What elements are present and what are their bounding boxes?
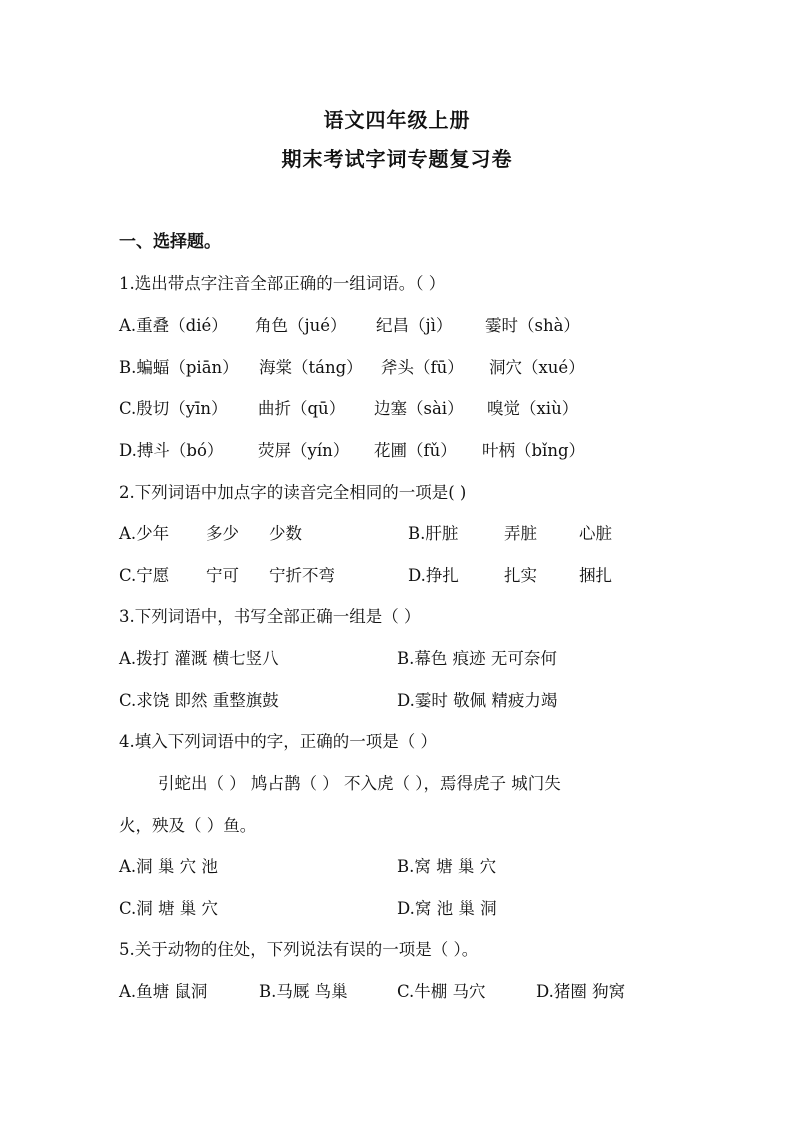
- option-item: 海棠（táng）: [259, 358, 363, 377]
- option-item: C.殷切（yīn）: [119, 399, 228, 418]
- option-item: 叶柄（bǐng）: [482, 441, 586, 460]
- option-item: D.窝 池 巢 洞: [397, 899, 497, 918]
- option-item: B.幕色 痕迹 无可奈何: [397, 649, 557, 668]
- option-item: 弄脏: [504, 524, 537, 543]
- option-item: 荧屏（yín）: [258, 441, 350, 460]
- option-item: C.牛棚 马穴: [397, 982, 486, 1001]
- option-item: 嗅觉（xiù）: [487, 399, 579, 418]
- question-4-text-line-1: 引蛇出（ ） 鸠占鹊（ ） 不入虎（ ），焉得虎子 城门失: [158, 774, 561, 793]
- option-item: 宁可: [206, 566, 239, 585]
- question-2-stem: 2.下列词语中加点字的读音完全相同的一项是( ): [119, 483, 467, 502]
- option-item: A.拨打 灌溉 横七竖八: [119, 649, 279, 668]
- option-item: 角色（jué）: [255, 316, 347, 335]
- option-item: B.蝙蝠（piān）: [119, 358, 239, 377]
- question-3-stem: 3.下列词语中，书写全部正确一组是（ ）: [119, 607, 421, 626]
- option-item: B.窝 塘 巢 穴: [397, 857, 497, 876]
- option-item: C.求饶 即然 重整旗鼓: [119, 691, 279, 710]
- option-item: C.宁愿: [119, 566, 170, 585]
- option-item: D.猪圈 狗窝: [536, 982, 626, 1001]
- title-line-2: 期末考试字词专题复习卷: [281, 147, 513, 171]
- option-item: 捆扎: [579, 566, 612, 585]
- option-item: A.少年: [119, 524, 170, 543]
- option-item: 少数: [269, 524, 302, 543]
- option-item: 花圃（fǔ）: [374, 441, 457, 460]
- question-4-stem: 4.填入下列词语中的字，正确的一项是（ ）: [119, 732, 437, 751]
- option-item: A.鱼塘 鼠洞: [119, 982, 208, 1001]
- question-1-stem: 1.选出带点字注音全部正确的一组词语。（ ）: [119, 274, 446, 293]
- question-5-stem: 5.关于动物的住处，下列说法有误的一项是（ ）。: [119, 940, 479, 959]
- section-heading: 一、选择题。: [119, 232, 221, 252]
- option-item: D.霎时 敬佩 精疲力竭: [397, 691, 558, 710]
- option-item: D.搏斗（bó）: [119, 441, 224, 460]
- option-item: 宁折不弯: [269, 566, 335, 585]
- option-item: D.挣扎: [408, 566, 459, 585]
- option-item: 边塞（sài）: [374, 399, 464, 418]
- option-item: 多少: [206, 524, 239, 543]
- option-item: 纪昌（jì）: [376, 316, 453, 335]
- option-item: 斧头（fū）: [381, 358, 464, 377]
- option-item: A.洞 巢 穴 池: [119, 857, 218, 876]
- question-4-text-line-2: 火，殃及（ ）鱼。: [119, 816, 257, 835]
- option-item: 洞穴（xué）: [489, 358, 585, 377]
- option-item: A.重叠（dié）: [119, 316, 228, 335]
- option-item: 心脏: [579, 524, 612, 543]
- option-item: B.肝脏: [408, 524, 459, 543]
- option-item: 曲折（qū）: [258, 399, 346, 418]
- option-item: 霎时（shà）: [485, 316, 580, 335]
- option-item: B.马厩 鸟巢: [259, 982, 348, 1001]
- title-line-1: 语文四年级上册: [323, 108, 471, 132]
- option-item: 扎实: [504, 566, 537, 585]
- option-item: C.洞 塘 巢 穴: [119, 899, 219, 918]
